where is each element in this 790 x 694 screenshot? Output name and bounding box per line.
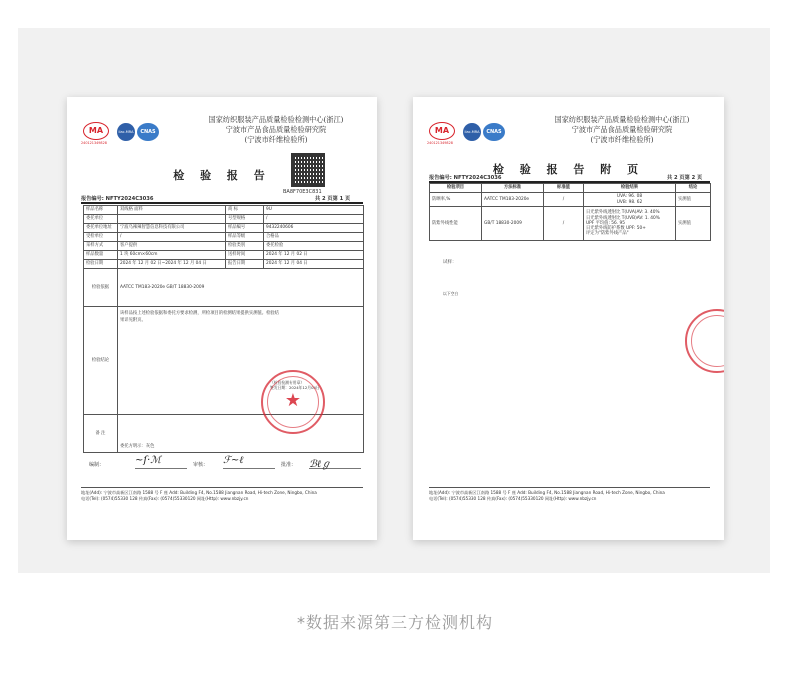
footer-rule xyxy=(81,487,363,488)
column-header: 方法标准 xyxy=(482,184,544,193)
editor-signature-icon: ~ſ·ℳ xyxy=(135,455,187,469)
header-rule xyxy=(81,202,363,204)
table-row xyxy=(84,260,364,269)
row-label: 检验日期 xyxy=(84,260,118,269)
row-label: 委托单位地址 xyxy=(84,224,118,233)
ilac-logo-icon: ilac-MRA xyxy=(117,123,135,141)
column-header: 标准值 xyxy=(544,184,584,193)
standard-value: / xyxy=(544,193,584,207)
org-name-line2: 宁波市产品食品质量检验研究院 xyxy=(225,125,327,134)
row-value: 宁波乌辣辣智慧信息科技有限公司 xyxy=(118,224,226,233)
blank-below-note: 以下空白 xyxy=(443,291,459,296)
stamp-caption: （检验检测专用章） xyxy=(270,380,305,385)
approver-signature-icon: ℬℓℊ xyxy=(309,455,361,469)
column-header: 结论 xyxy=(676,184,711,193)
row-label: 检验类别 xyxy=(226,242,264,251)
test-result: UVA: 96. 08 UVB: 98. 62 xyxy=(584,193,676,207)
editor-label: 编制： xyxy=(89,462,105,468)
test-conclusion: 实测值 xyxy=(676,207,711,241)
appendix-title: 检 验 报 告 附 页 xyxy=(492,163,645,176)
ma-logo-icon: MA xyxy=(429,122,455,140)
column-header: 检验结果 xyxy=(584,184,676,193)
footer-rule xyxy=(429,487,710,488)
ma-code: 240121349828 xyxy=(427,141,453,145)
table-row xyxy=(84,251,364,260)
table-row-remark xyxy=(84,415,364,453)
row-label: 样品等级 xyxy=(226,233,264,242)
reviewer-label: 审核： xyxy=(193,462,209,468)
table-row xyxy=(84,242,364,251)
cnas-logo-icon: CNAS xyxy=(483,123,505,141)
row-value: / xyxy=(264,215,364,224)
org-name-line1: 国家纺织服装产品质量检验检测中心(浙江) xyxy=(208,115,344,124)
signature-row xyxy=(89,457,361,471)
column-header: 检验项目 xyxy=(430,184,482,193)
row-value xyxy=(118,215,226,224)
remark-value: 委托方明示：灰色 xyxy=(118,415,364,453)
official-seal-icon: ★ xyxy=(261,370,325,434)
ma-logo-icon: MA xyxy=(83,122,109,140)
conclusion-cell xyxy=(118,307,364,415)
remarks-label: 试样： xyxy=(443,260,457,265)
row-label: 报告日期 xyxy=(226,260,264,269)
table-row xyxy=(430,193,711,207)
approver-label: 批准： xyxy=(281,462,297,468)
row-value: 9U xyxy=(264,206,364,215)
row-label: 号型规格 xyxy=(226,215,264,224)
table-row xyxy=(84,224,364,233)
qr-code-text: BA8F70E3C831 xyxy=(283,189,322,195)
page-number: 共 2 页第 1 页 xyxy=(315,196,351,202)
row-value: 2024 年 12 月 04 日 xyxy=(264,260,364,269)
caption: *数据来源第三方检测机构 xyxy=(296,613,493,632)
footer-address: 地址(Add): 宁波市高新区江南路 1588 号 F 座 Add: Building F4, No.1588 Jiangnan Road, Hi-tech Zone, Ningbo, China xyxy=(429,490,665,495)
row-value: 2024 年 12 月 02 日 xyxy=(264,251,364,260)
results-table xyxy=(429,183,711,241)
row-label: 委托单位 xyxy=(84,215,118,224)
official-seal-icon xyxy=(685,309,724,373)
ilac-logo-icon: ilac-MRA xyxy=(463,123,481,141)
row-label: 受检单位 xyxy=(84,233,118,242)
footer-contact: 电话(Tel): (0574)55330 128 传真(Fax): (0574)55330120 网址(Http): www.nbzjy.cn xyxy=(429,496,597,501)
basis-label: 检验依据 xyxy=(84,269,118,307)
inspection-report-page-1 xyxy=(67,97,377,540)
standard-value: / xyxy=(544,207,584,241)
test-result: 日光紫外线透射比 T(UVA)AV: 3. 40% 日光紫外线透射比 T(UVB)AV: 1. 40% UPF 平均值: 56. 95 日光紫外线防护系数 UPF: 50+ 评定为"防紫外线产品" xyxy=(584,207,676,241)
table-row xyxy=(430,207,711,241)
organization-header xyxy=(181,115,371,145)
org-name-line1: 国家纺织服装产品质量检验检测中心(浙江) xyxy=(554,115,690,124)
report-number: 报告编号: NFTY2024C3036 xyxy=(81,196,154,202)
reviewer-signature-icon: ℱ~ℓ xyxy=(223,455,275,469)
test-method: GB/T 18830-2009 xyxy=(482,207,544,241)
inspection-report-page-2 xyxy=(413,97,724,540)
conclusion-label: 检验结论 xyxy=(84,307,118,415)
basis-value: AATCC TM183-2020e GB/T 18830-2009 xyxy=(118,269,364,307)
row-value: / xyxy=(118,233,226,242)
certification-logos xyxy=(429,120,507,146)
row-value: 客户提供 xyxy=(118,242,226,251)
certification-logos xyxy=(83,120,161,146)
organization-header xyxy=(527,115,717,145)
row-label: 样品数量 xyxy=(84,251,118,260)
issue-date: 签发日期：2024年12月04日 xyxy=(270,385,320,390)
row-value: 1 块 60cm×60cm xyxy=(118,251,226,260)
table-row xyxy=(84,206,364,215)
row-label: 送样时间 xyxy=(226,251,264,260)
table-row-basis xyxy=(84,269,364,307)
row-label: 采样方式 xyxy=(84,242,118,251)
table-row xyxy=(84,233,364,242)
footer-contact: 电话(Tel): (0574)55330 128 传真(Fax): (0574)55330120 网址(Http): www.nbzjy.cn xyxy=(81,496,249,501)
page-number: 共 2 页第 2 页 xyxy=(667,175,703,181)
conclusion-text: 该样品按上述检验依据和委托方要求检测，所检项目的检测结果提供实测值。检验结果详见附页。 xyxy=(120,311,279,323)
row-value: 合格品 xyxy=(264,233,364,242)
row-value: 9432240606 xyxy=(264,224,364,233)
table-row xyxy=(84,215,364,224)
remark-label: 备 注 xyxy=(84,415,118,453)
row-value: 2024 年 12 月 02 日~2024 年 12 月 04 日 xyxy=(118,260,226,269)
cnas-logo-icon: CNAS xyxy=(137,123,159,141)
org-name-line3: (宁波市纤维检验所) xyxy=(590,135,654,144)
ma-code: 240121349828 xyxy=(81,141,107,145)
row-label: 样品编号 xyxy=(226,224,264,233)
test-method: AATCC TM183-2020e xyxy=(482,193,544,207)
test-item: 防紫外线性能 xyxy=(430,207,482,241)
test-conclusion: 实测值 xyxy=(676,193,711,207)
report-number: 报告编号: NFTY2024C3036 xyxy=(429,175,502,181)
row-value: 双线格 面料 xyxy=(118,206,226,215)
org-name-line2: 宁波市产品食品质量检验研究院 xyxy=(571,125,673,134)
footer-address: 地址(Add): 宁波市高新区江南路 1588 号 F 座 Add: Building F4, No.1588 Jiangnan Road, Hi-tech Zone, Ningbo, China xyxy=(81,490,317,495)
row-value: 委托检验 xyxy=(264,242,364,251)
row-label: 商 标 xyxy=(226,206,264,215)
test-item: 防晒率,% xyxy=(430,193,482,207)
row-label: 样品名称 xyxy=(84,206,118,215)
table-header-row xyxy=(430,184,711,193)
report-title: 检 验 报 告 xyxy=(173,169,271,182)
org-name-line3: (宁波市纤维检验所) xyxy=(244,135,308,144)
